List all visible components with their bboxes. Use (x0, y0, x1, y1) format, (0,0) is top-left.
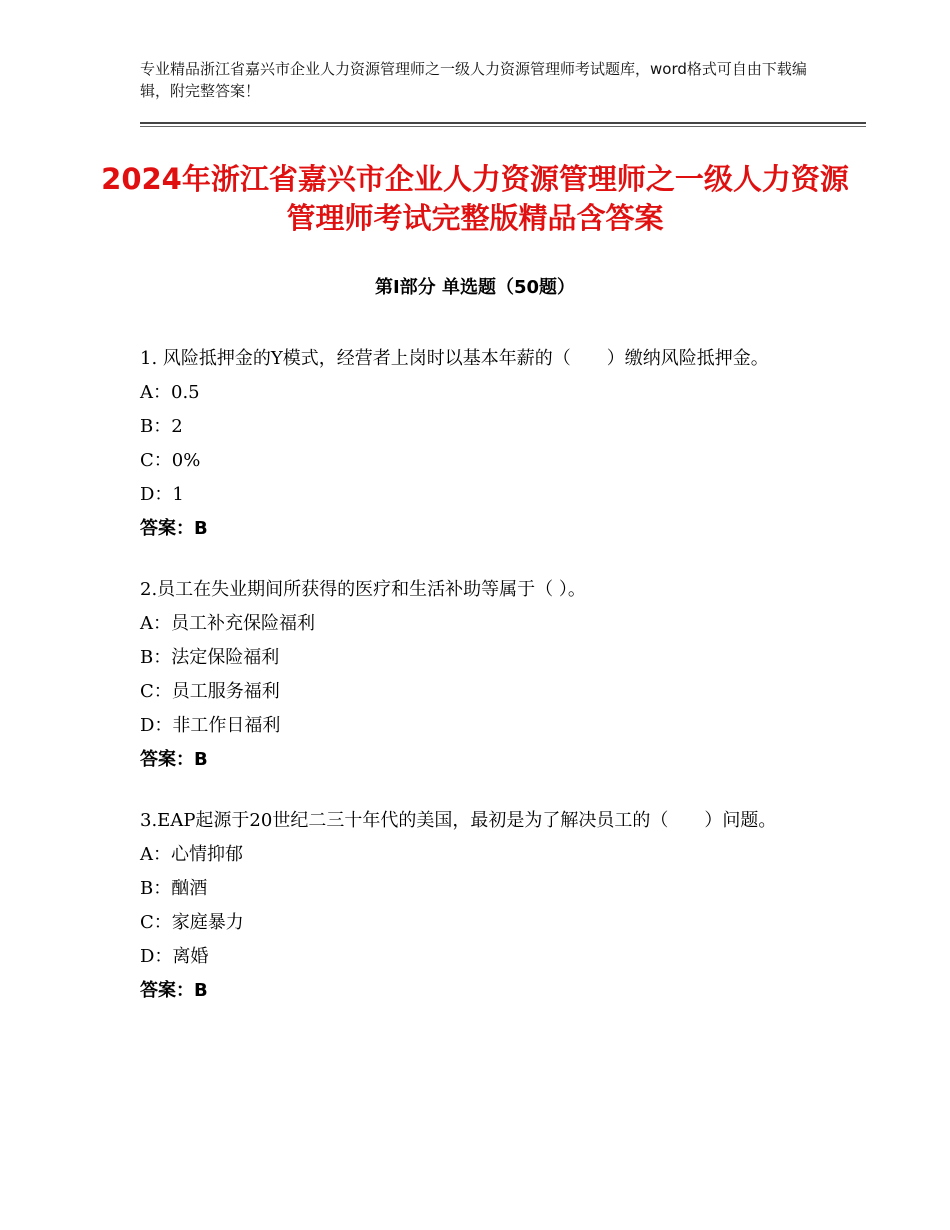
question-stem: 2.员工在失业期间所获得的医疗和生活补助等属于（ ）。 (140, 579, 586, 600)
option-a: A：员工补充保险福利 (140, 613, 315, 634)
question-stem: 1. 风险抵押金的Y模式，经营者上岗时以基本年薪的（ ）缴纳风险抵押金。 (140, 348, 769, 369)
option-b: B：酗酒 (140, 878, 208, 899)
option-d: D：1 (140, 484, 184, 505)
header-divider-thick (140, 122, 866, 124)
question-list (140, 343, 800, 1036)
option-c: C：0% (140, 450, 201, 471)
answer-label: 答案：B (140, 518, 208, 539)
header-divider-thin (140, 126, 866, 127)
question-2 (140, 574, 800, 775)
document-title: 2024年浙江省嘉兴市企业人力资源管理师之一级人力资源管理师考试完整版精品含答案 (101, 162, 849, 235)
question-3 (140, 805, 800, 1006)
option-c: C：员工服务福利 (140, 681, 280, 702)
option-d: D：非工作日福利 (140, 715, 281, 736)
answer-label: 答案：B (140, 749, 208, 770)
option-c: C：家庭暴力 (140, 912, 244, 933)
answer-label: 答案：B (140, 980, 208, 1001)
question-1 (140, 343, 800, 544)
header-note: 专业精品浙江省嘉兴市企业人力资源管理师之一级人力资源管理师考试题库，word格式可自由下载编辑，附完整答案！ (140, 60, 807, 100)
option-b: B：2 (140, 416, 183, 437)
option-a: A：心情抑郁 (140, 844, 243, 865)
option-b: B：法定保险福利 (140, 647, 280, 668)
option-a: A：0.5 (140, 382, 200, 403)
question-stem: 3.EAP起源于20世纪二三十年代的美国，最初是为了解决员工的（ ）问题。 (140, 810, 777, 831)
section-heading: 第Ⅰ部分 单选题（50题） (374, 277, 575, 298)
option-d: D：离婚 (140, 946, 209, 967)
